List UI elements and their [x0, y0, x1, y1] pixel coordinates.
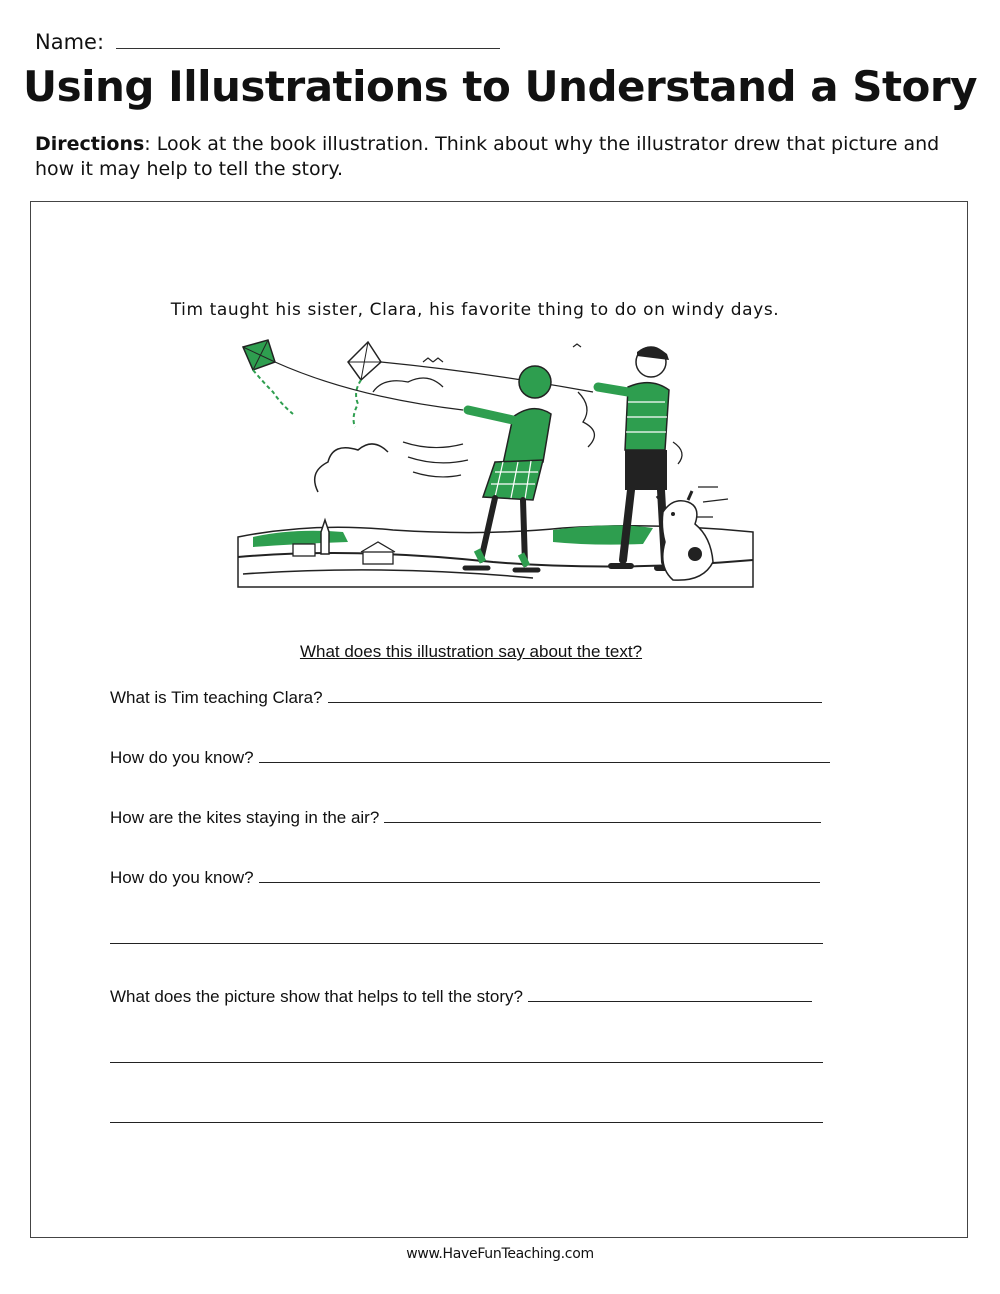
answer-line-5c[interactable] — [110, 1122, 823, 1123]
directions-label: Directions — [35, 133, 145, 155]
question-5 — [110, 987, 812, 1007]
answer-line-5b[interactable] — [110, 1062, 823, 1063]
kite-flying-illustration — [233, 332, 757, 594]
question-3 — [110, 808, 821, 828]
questions-header: What does this illustration say about the text? — [299, 642, 643, 661]
question-3-text: How are the kites staying in the air? — [110, 808, 380, 827]
answer-blank-3[interactable] — [384, 821, 821, 823]
answer-blank-5[interactable] — [528, 1000, 812, 1002]
directions — [35, 132, 965, 182]
question-4-text: How do you know? — [110, 868, 254, 887]
question-1 — [110, 688, 822, 708]
question-2-text: How do you know? — [110, 748, 254, 767]
worksheet-title: Using Illustrations to Understand a Story — [23, 62, 977, 111]
story-caption: Tim taught his sister, Clara, his favorite thing to do on windy days. — [170, 300, 780, 320]
answer-blank-1[interactable] — [328, 701, 822, 703]
answer-blank-4[interactable] — [259, 881, 820, 883]
question-4 — [110, 868, 820, 888]
footer-website: www.HaveFunTeaching.com — [406, 1246, 594, 1262]
name-line[interactable] — [116, 48, 500, 49]
answer-blank-2[interactable] — [259, 761, 830, 763]
question-1-text: What is Tim teaching Clara? — [110, 688, 323, 707]
directions-text: : Look at the book illustration. Think about why the illustrator drew that picture and how it may help to tell the story. — [35, 133, 940, 180]
answer-line-4b[interactable] — [110, 943, 823, 944]
question-2 — [110, 748, 830, 768]
name-label: Name: — [35, 30, 105, 54]
question-5-text: What does the picture show that helps to tell the story? — [110, 987, 523, 1006]
